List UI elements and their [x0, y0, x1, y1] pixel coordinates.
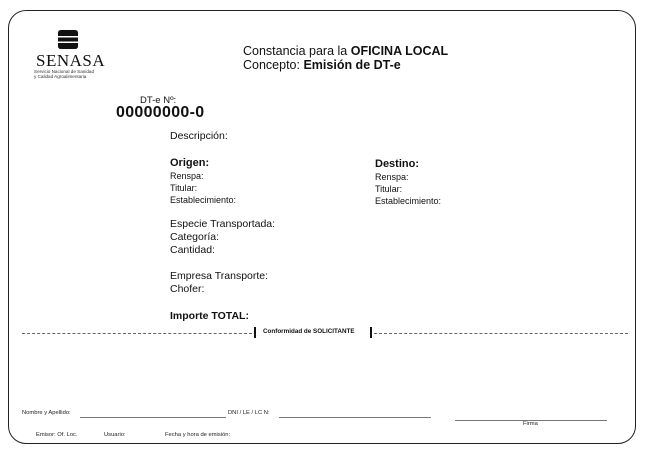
descripcion-label: Descripción:: [170, 130, 228, 142]
firma-label: Firma: [523, 421, 538, 427]
destino-renspa: Renspa:: [375, 172, 409, 182]
empresa-label: Empresa Transporte:: [170, 270, 269, 282]
chofer-label: Chofer:: [170, 283, 205, 295]
title-prefix: Constancia para la: [243, 44, 348, 58]
document-concept: [243, 58, 401, 72]
dte-label: DT-e Nº:: [140, 95, 177, 106]
nombre-line: [80, 417, 226, 418]
logo-tagline: y Calidad Agroalimentaria: [34, 74, 87, 79]
logo-tagline: Servicio Nacional de Sanidad: [34, 69, 95, 74]
concept-prefix: Concepto:: [243, 58, 300, 72]
especie-label: Especie Transportada:: [170, 218, 276, 230]
divider-line: [374, 333, 628, 334]
divider-line: [22, 333, 252, 334]
document-title: [243, 44, 448, 58]
importe-label: Importe TOTAL:: [170, 310, 249, 322]
concept-value: Emisión de DT-e: [303, 58, 401, 72]
origen-title: Origen:: [170, 157, 210, 169]
dni-label: DNI / LE / LC N:: [228, 410, 270, 416]
origen-titular: Titular:: [170, 183, 198, 193]
cantidad-label: Cantidad:: [170, 244, 215, 256]
destino-title: Destino:: [375, 158, 419, 170]
usuario-label: Usuario:: [104, 432, 126, 438]
document-border: [8, 10, 636, 444]
origen-renspa: Renspa:: [170, 171, 204, 181]
divider-tick: [254, 327, 256, 338]
dte-number: 00000000-0: [116, 104, 205, 121]
dni-line: [279, 417, 431, 418]
divider-tick: [370, 327, 372, 338]
nombre-label: Nombre y Apellido:: [22, 410, 71, 416]
senasa-logo-icon: [58, 30, 78, 49]
origen-establecimiento: Establecimiento:: [170, 195, 237, 205]
logo-wordmark: SENASA: [36, 51, 106, 70]
title-office: OFICINA LOCAL: [350, 44, 449, 58]
fecha-label: Fecha y hora de emisión:: [165, 432, 231, 438]
destino-establecimiento: Establecimiento:: [375, 196, 442, 206]
categoria-label: Categoría:: [170, 231, 220, 243]
conformidad-label: Conformidad de SOLICITANTE: [263, 328, 355, 335]
destino-titular: Titular:: [375, 184, 403, 194]
emisor-label: Emisor: Of. Loc.: [36, 432, 78, 438]
